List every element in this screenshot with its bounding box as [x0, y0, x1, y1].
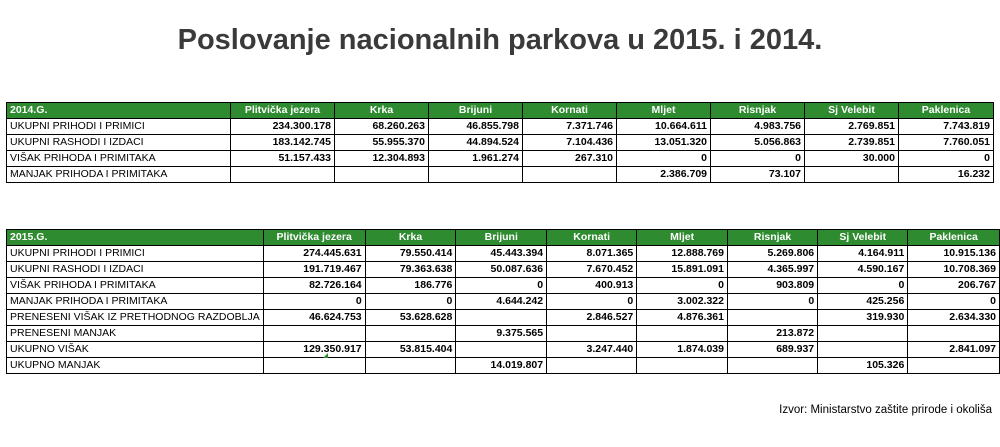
table-cell: [637, 326, 728, 342]
table-cell: 274.445.631: [263, 246, 365, 262]
header-krka: Krka: [335, 103, 429, 119]
table-cell: 0: [547, 294, 637, 310]
table-cell: 183.142.745: [231, 135, 335, 151]
header-year: 2015.G.: [7, 230, 264, 246]
table-cell: 5.269.806: [727, 246, 817, 262]
row-label: UKUPNO VIŠAK: [7, 342, 264, 358]
table-cell: 213.872: [727, 326, 817, 342]
row-label: PRENESENI VIŠAK IZ PRETHODNOG RAZDOBLJA: [7, 310, 264, 326]
header-paklenica: Paklenica: [908, 230, 1000, 246]
table-cell: 82.726.164: [263, 278, 365, 294]
table-cell: [429, 167, 523, 183]
row-label: UKUPNI RASHODI I IZDACI: [7, 135, 231, 151]
header-plitvicka-jezera: Plitvička jezera: [231, 103, 335, 119]
table-cell: 4.876.361: [637, 310, 728, 326]
table-cell: [335, 167, 429, 183]
table-cell: [818, 342, 908, 358]
table-cell: 206.767: [908, 278, 1000, 294]
table-cell: 425.256: [818, 294, 908, 310]
table-cell: 68.260.263: [335, 119, 429, 135]
table-cell: [263, 358, 365, 374]
page-title: Poslovanje nacionalnih parkova u 2015. i 2014.: [177, 24, 823, 56]
row-label: UKUPNI RASHODI I IZDACI: [7, 262, 264, 278]
table-row: [7, 167, 994, 183]
table-cell: 13.051.320: [617, 135, 711, 151]
header-brijuni: Brijuni: [429, 103, 523, 119]
table-cell: 16.232: [899, 167, 994, 183]
table-cell: [231, 167, 335, 183]
table-cell: [805, 167, 899, 183]
header-year: 2014.G.: [7, 103, 231, 119]
table-cell: 0: [617, 151, 711, 167]
table-cell: 12.304.893: [335, 151, 429, 167]
table-cell: 267.310: [523, 151, 617, 167]
table-cell: 12.888.769: [637, 246, 728, 262]
table-cell: 51.157.433: [231, 151, 335, 167]
table-2015: [6, 229, 1000, 374]
table-cell: 0: [727, 294, 817, 310]
table-cell: 2.634.330: [908, 310, 1000, 326]
table-cell: 4.365.997: [727, 262, 817, 278]
table-row: [7, 326, 1000, 342]
table-cell: 14.019.807: [456, 358, 547, 374]
table-cell: 2.769.851: [805, 119, 899, 135]
table-cell: [365, 358, 456, 374]
table-cell: [547, 358, 637, 374]
table-cell: 1.874.039: [637, 342, 728, 358]
row-label: UKUPNI PRIHODI I PRIMICI: [7, 246, 264, 262]
table-cell: 2.841.097: [908, 342, 1000, 358]
cell-comment-marker: [323, 353, 328, 358]
table-cell: 234.300.178: [231, 119, 335, 135]
table-cell: 0: [365, 294, 456, 310]
table-cell: 9.375.565: [456, 326, 547, 342]
table-cell: 903.809: [727, 278, 817, 294]
source-note: Izvor: Ministarstvo zaštite prirode i okoliša: [779, 404, 992, 416]
table-cell: 689.937: [727, 342, 817, 358]
table-cell: [908, 358, 1000, 374]
table-cell: 4.590.167: [818, 262, 908, 278]
table-cell: 105.326: [818, 358, 908, 374]
table-cell: 4.983.756: [711, 119, 805, 135]
header-paklenica: Paklenica: [899, 103, 994, 119]
table-cell: [727, 358, 817, 374]
header-risnjak: Risnjak: [711, 103, 805, 119]
row-label: VIŠAK PRIHODA I PRIMITAKA: [7, 151, 231, 167]
header-sj-velebit: Sj Velebit: [818, 230, 908, 246]
table-row: [7, 342, 1000, 358]
table-row: [7, 294, 1000, 310]
table-cell: 8.071.365: [547, 246, 637, 262]
table-cell: [727, 310, 817, 326]
table-cell: 7.371.746: [523, 119, 617, 135]
table-cell: 10.664.611: [617, 119, 711, 135]
table-row: [7, 310, 1000, 326]
table-cell: [547, 326, 637, 342]
table-cell: 191.719.467: [263, 262, 365, 278]
header-mljet: Mljet: [637, 230, 728, 246]
table-cell: 44.894.524: [429, 135, 523, 151]
table-cell: [456, 342, 547, 358]
header-sj-velebit: Sj Velebit: [805, 103, 899, 119]
table-cell: 3.002.322: [637, 294, 728, 310]
table-row: [7, 262, 1000, 278]
table-cell: 46.624.753: [263, 310, 365, 326]
table-cell: 10.708.369: [908, 262, 1000, 278]
table-cell: 10.915.136: [908, 246, 1000, 262]
table-cell: 2.739.851: [805, 135, 899, 151]
table-cell: 4.644.242: [456, 294, 547, 310]
row-label: UKUPNI PRIHODI I PRIMICI: [7, 119, 231, 135]
table-cell: 53.815.404: [365, 342, 456, 358]
table-2014-header-row: [7, 103, 994, 119]
table-cell: 30.000: [805, 151, 899, 167]
table-row: [7, 278, 1000, 294]
header-kornati: Kornati: [523, 103, 617, 119]
table-cell: [263, 326, 365, 342]
header-risnjak: Risnjak: [727, 230, 817, 246]
table-cell: [818, 326, 908, 342]
table-cell: 3.247.440: [547, 342, 637, 358]
row-label: MANJAK PRIHODA I PRIMITAKA: [7, 294, 264, 310]
table-cell: 4.164.911: [818, 246, 908, 262]
table-cell: 15.891.091: [637, 262, 728, 278]
table-cell: 7.760.051: [899, 135, 994, 151]
table-cell: 2.386.709: [617, 167, 711, 183]
table-cell: 0: [899, 151, 994, 167]
table-cell: 186.776: [365, 278, 456, 294]
table-cell: 319.930: [818, 310, 908, 326]
header-mljet: Mljet: [617, 103, 711, 119]
header-plitvicka-jezera: Plitvička jezera: [263, 230, 365, 246]
table-cell: 129.350.917: [263, 342, 365, 358]
table-cell: 7.743.819: [899, 119, 994, 135]
table-cell: 0: [818, 278, 908, 294]
table-cell: 50.087.636: [456, 262, 547, 278]
row-label: MANJAK PRIHODA I PRIMITAKA: [7, 167, 231, 183]
table-row: [7, 246, 1000, 262]
header-krka: Krka: [365, 230, 456, 246]
table-cell: 45.443.394: [456, 246, 547, 262]
table-cell: 55.955.370: [335, 135, 429, 151]
table-cell: [365, 326, 456, 342]
header-brijuni: Brijuni: [456, 230, 547, 246]
table-cell: [637, 358, 728, 374]
table-cell: 5.056.863: [711, 135, 805, 151]
row-label: PRENESENI MANJAK: [7, 326, 264, 342]
table-cell: 400.913: [547, 278, 637, 294]
table-cell: 2.846.527: [547, 310, 637, 326]
table-cell: 79.363.638: [365, 262, 456, 278]
table-cell: [523, 167, 617, 183]
table-cell: 53.628.628: [365, 310, 456, 326]
table-cell: 73.107: [711, 167, 805, 183]
table-2015-header-row: [7, 230, 1000, 246]
table-cell: 0: [908, 294, 1000, 310]
table-cell: 0: [637, 278, 728, 294]
table-cell: 79.550.414: [365, 246, 456, 262]
row-label: VIŠAK PRIHODA I PRIMITAKA: [7, 278, 264, 294]
table-row: [7, 135, 994, 151]
table-cell: [456, 310, 547, 326]
table-2014: [6, 102, 994, 183]
table-cell: 7.670.452: [547, 262, 637, 278]
table-cell: 7.104.436: [523, 135, 617, 151]
table-cell: 1.961.274: [429, 151, 523, 167]
table-row: [7, 151, 994, 167]
table-cell: 46.855.798: [429, 119, 523, 135]
table-cell: [908, 326, 1000, 342]
table-row: [7, 119, 994, 135]
table-cell: 0: [456, 278, 547, 294]
table-cell: 0: [263, 294, 365, 310]
row-label: UKUPNO MANJAK: [7, 358, 264, 374]
header-kornati: Kornati: [547, 230, 637, 246]
table-cell: 0: [711, 151, 805, 167]
table-row: [7, 358, 1000, 374]
